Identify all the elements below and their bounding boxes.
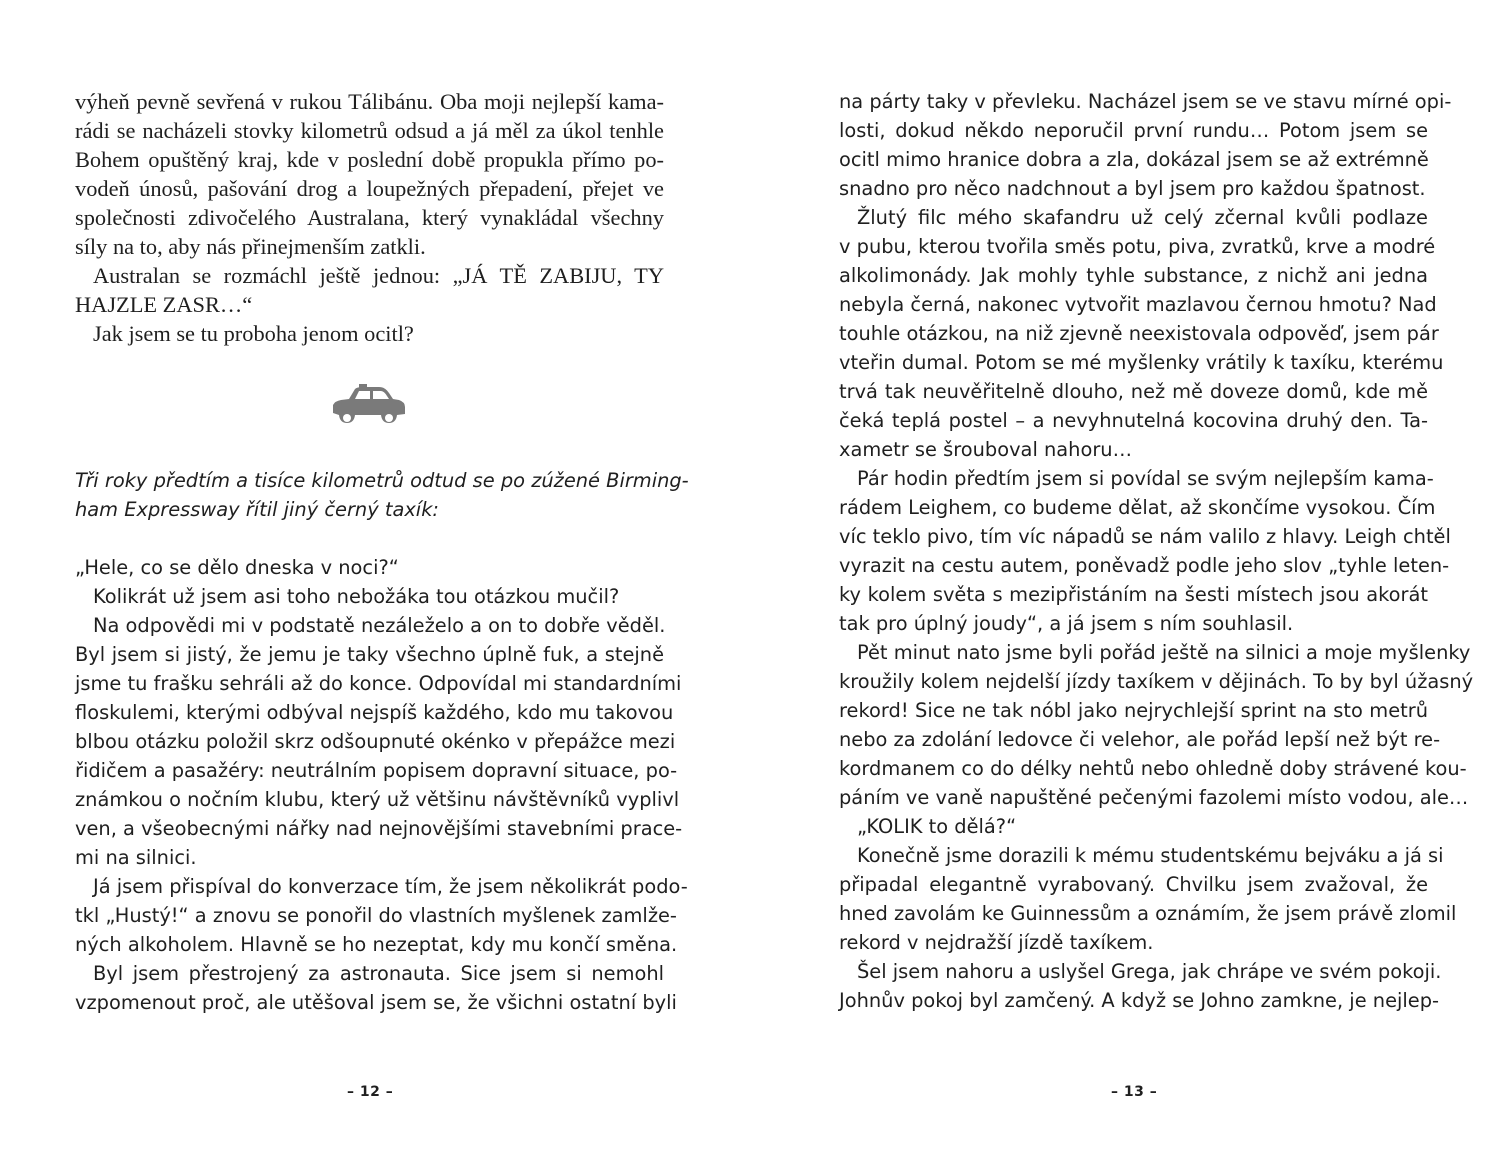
text-line: Žlutý filc mého skafandru už celý zčernal kvůli podlaze [857, 206, 1428, 229]
text-line: v pubu, kterou tvořila směs potu, piva, zvratků, krve a modré [839, 235, 1436, 258]
text-line: mi na silnici. [75, 846, 197, 869]
text-line: vteřin dumal. Potom se mé myšlenky vrátily k taxíku, kterému [839, 351, 1444, 374]
text-line: „Hele, co se dělo dneska v noci?“ [75, 556, 399, 579]
text-line: snadno pro něco nadchnout a byl jsem pro každou špatnost. [839, 177, 1426, 200]
text-line: tkl „Hustý!“ a znovu se ponořil do vlastních myšlenek zamlže- [75, 904, 677, 927]
text-line: vodeň únosů, pašování drog a loupežných přepadení, přejet ve [75, 176, 664, 201]
text-line: Australan se rozmáchl ještě jednou: „JÁ TĚ ZABIJU, TY [93, 263, 664, 288]
text-line: připadal elegantně vyrabovaný. Chvilku jsem zvažoval, že [839, 873, 1428, 896]
text-line: xametr se šrouboval nahoru… [839, 438, 1132, 461]
text-line: kroužily kolem nejdelší jízdy taxíkem v dějinách. To by byl úžasný [839, 670, 1474, 693]
text-line: Pět minut nato jsme byli pořád ještě na silnici a moje myšlenky [857, 641, 1471, 664]
text-line: losti, dokud někdo neporučil první rundu… Potom jsem se [839, 119, 1428, 142]
text-line: víc teklo pivo, tím víc nápadů se nám valilo z hlavy. Leigh chtěl [839, 525, 1451, 548]
text-line: vyrazit na cestu autem, poněvadž podle jeho slov „tyhle leten- [839, 554, 1450, 577]
text-line: na párty taky v převleku. Nacházel jsem se ve stavu mírné opi- [839, 90, 1452, 113]
text-line: rádi se nacházeli stovky kilometrů odsud a já měl za úkol tenhle [75, 118, 664, 143]
text-line: rekord! Sice ne tak nóbl jako nejrychlejší sprint na sto metrů [839, 699, 1428, 722]
text-line: nebyla černá, nakonec vytvořit mazlavou černou hmotu? Nad [839, 293, 1437, 316]
text-line: čeká teplá postel – a nevyhnutelná kocovina druhý den. Ta- [839, 409, 1428, 432]
page-number: – 12 – [347, 1084, 394, 1100]
text-line: Já jsem přispíval do konverzace tím, že jsem několikrát podo- [93, 875, 688, 898]
text-line: Jak jsem se tu proboha jenom ocitl? [93, 321, 414, 346]
text-line: ocitl mimo hranice dobra a zla, dokázal jsem se až extrémně [839, 148, 1429, 171]
text-line: vzpomenout proč, ale utěšoval jsem se, že všichni ostatní byli [75, 991, 677, 1014]
text-line: Johnův pokoj byl zamčený. A když se Johno zamkne, je nejlep- [839, 989, 1440, 1012]
text-line: Byl jsem si jistý, že jemu je taky všechno úplně fuk, a stejně [75, 643, 664, 666]
text-line: rádem Leighem, co budeme dělat, až skončíme vysokou. Čím [839, 496, 1436, 519]
text-line: ky kolem světa s mezipřistáním na šesti místech jsou akorát [839, 583, 1428, 606]
text-line: známkou o nočním klubu, který už většinu návštěvníků vyplivl [75, 788, 680, 811]
text-line: Pár hodin předtím jsem si povídal se svým nejlepším kama- [857, 467, 1434, 490]
text-line: nebo za zdolání ledovce či velehor, ale pořád lepší než být re- [839, 728, 1441, 751]
text-line: Konečně jsme dorazili k mému studentskému bejváku a já si [857, 844, 1444, 867]
text-line: ven, a všeobecnými nářky nad nejnovějšími stavebními prace- [75, 817, 683, 840]
text-line: síly na to, aby nás přinejmenším zatkli. [75, 234, 426, 259]
text-line: HAJZLE ZASR…“ [75, 292, 253, 317]
text-line: touhle otázkou, na niž zjevně neexistovala odpověď, jsem pár [839, 322, 1439, 345]
text-line: Tři roky předtím a tisíce kilometrů odtud se po zúžené Birming- [75, 469, 689, 492]
text-line: tak pro úplný joudy“, a já jsem s ním souhlasil. [839, 612, 1294, 635]
left-page [0, 0, 752, 1163]
text-line: páním ve vaně napuštěné pečenými fazolemi místo vodou, ale… [839, 786, 1469, 809]
text-line: hned zavolám ke Guinnessům a oznámím, že jsem právě zlomil [839, 902, 1457, 925]
text-line: ham Expressway řítil jiný černý taxík: [75, 498, 439, 521]
text-line: Bohem opuštěný kraj, kde v poslední době propukla přímo po- [75, 147, 664, 172]
text-line: Šel jsem nahoru a uslyšel Grega, jak chrápe ve svém pokoji. [857, 960, 1442, 983]
text-line: floskulemi, kterými odbýval nejspíš každého, kdo mu takovou [75, 701, 674, 724]
text-line: jsme tu frašku sehráli až do konce. Odpovídal mi standardními [75, 672, 682, 695]
text-line: výheň pevně sevřená v rukou Tálibánu. Oba moji nejlepší kama- [75, 89, 664, 114]
text-line: řidičem a pasažéry: neutrálním popisem dopravní situace, po- [75, 759, 678, 782]
text-line: Byl jsem přestrojený za astronauta. Sice jsem si nemohl [93, 962, 664, 985]
text-line: společnosti zdivočelého Australana, který vynakládal všechny [75, 205, 664, 230]
taxi-icon [329, 383, 407, 429]
text-line: kordmanem co do délky nehtů nebo ohledně doby strávené kou- [839, 757, 1467, 780]
text-line: alkolimonády. Jak mohly tyhle substance, z nichž ani jedna [839, 264, 1428, 287]
page-number: – 13 – [1111, 1084, 1158, 1100]
text-line: ných alkoholem. Hlavně se ho nezeptat, kdy mu končí směna. [75, 933, 678, 956]
text-line: Na odpovědi mi v podstatě nezáleželo a on to dobře věděl. [93, 614, 666, 637]
text-line: Kolikrát už jsem asi toho nebožáka tou otázkou mučil? [93, 585, 620, 608]
text-line: blbou otázku položil skrz odšoupnuté okénko v přepážce mezi [75, 730, 676, 753]
text-line: trvá tak neuvěřitelně dlouho, než mě doveze domů, kde mě [839, 380, 1428, 403]
text-line: rekord v nejdražší jízdě taxíkem. [839, 931, 1154, 954]
right-page [752, 0, 1505, 1163]
text-line: „KOLIK to dělá?“ [857, 815, 1017, 838]
